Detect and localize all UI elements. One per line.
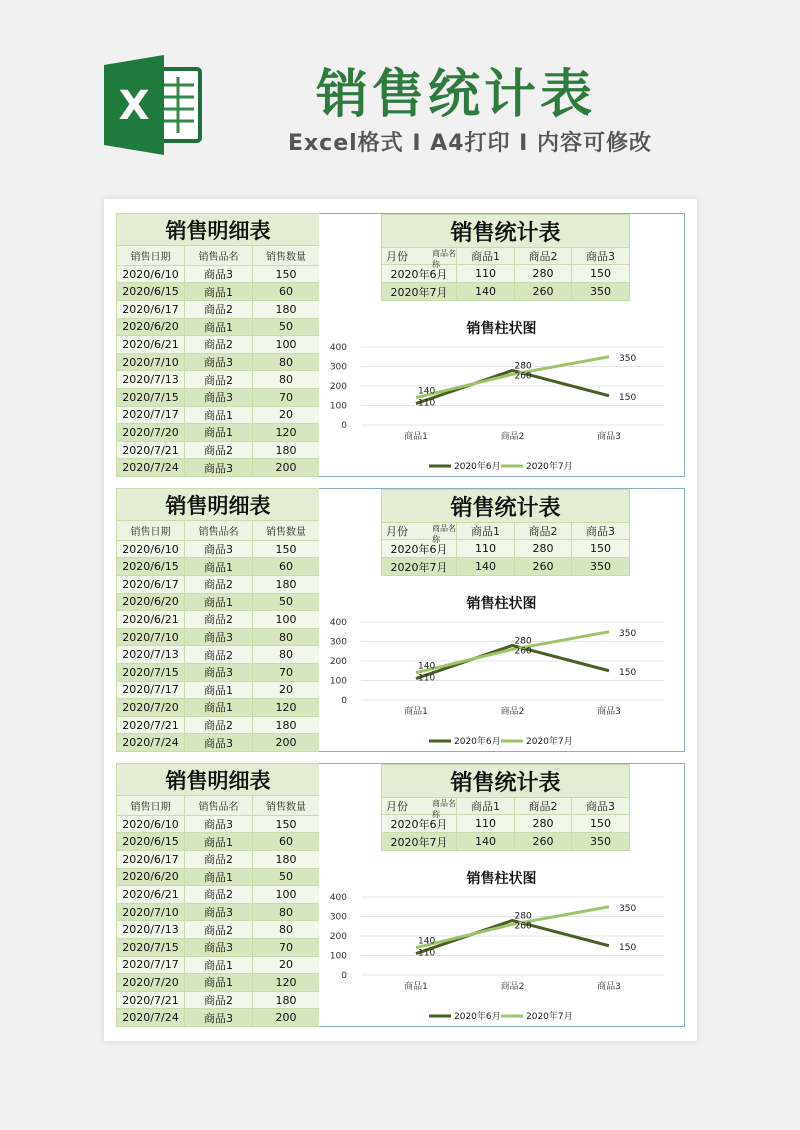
summary-panel [319,488,685,752]
detail-cell-product: 商品1 [185,681,253,699]
detail-cell-date: 2020/7/13 [117,646,185,664]
legend-label: 2020年6月 [454,737,501,747]
detail-cell-qty: 180 [253,300,320,318]
detail-cell-qty: 70 [253,938,320,956]
data-label: 140 [418,661,436,672]
summary-month-cell: 2020年6月 [382,540,457,558]
summary-month-cell: 2020年6月 [382,265,457,283]
summary-header-product3: 商品3 [572,523,630,540]
table-row [117,283,320,301]
detail-cell-qty: 180 [253,850,320,868]
summary-table-title: 销售统计表 [382,215,630,248]
detail-cell-qty: 80 [253,646,320,664]
table-row [117,424,320,442]
sales-summary-table [381,764,630,851]
detail-cell-qty: 70 [253,663,320,681]
detail-cell-product: 商品1 [185,833,253,851]
detail-cell-qty: 100 [253,336,320,354]
data-label: 110 [418,398,436,409]
detail-table-title: 销售明细表 [117,489,320,521]
detail-cell-product: 商品2 [185,611,253,629]
x-tick-label: 商品2 [500,982,525,992]
data-label: 350 [619,628,637,639]
detail-header-date: 销售日期 [117,246,185,266]
detail-cell-qty: 200 [253,1009,320,1027]
detail-cell-date: 2020/6/10 [117,815,185,833]
y-tick-label: 300 [329,362,347,373]
data-label: 260 [514,921,532,932]
detail-header-qty: 销售数量 [253,246,320,266]
table-row [117,868,320,886]
detail-cell-date: 2020/7/17 [117,956,185,974]
data-label: 350 [619,353,637,364]
detail-cell-date: 2020/7/10 [117,903,185,921]
detail-cell-qty: 20 [253,406,320,424]
y-tick-label: 0 [341,696,347,706]
detail-cell-qty: 20 [253,681,320,699]
detail-cell-product: 商品2 [185,886,253,904]
detail-cell-qty: 20 [253,956,320,974]
detail-cell-product: 商品3 [185,903,253,921]
y-tick-label: 0 [341,421,347,431]
detail-cell-product: 商品3 [185,815,253,833]
detail-cell-qty: 70 [253,388,320,406]
table-row [117,991,320,1009]
detail-cell-product: 商品3 [185,663,253,681]
data-label: 150 [619,392,637,403]
detail-cell-date: 2020/6/10 [117,540,185,558]
chart-title: 销售柱状图 [466,321,537,337]
detail-cell-qty: 60 [253,558,320,576]
summary-header-product1: 商品1 [457,248,515,265]
y-tick-label: 200 [329,657,347,667]
page-title: 销售统计表 [315,65,596,125]
detail-cell-date: 2020/6/21 [117,336,185,354]
detail-cell-product: 商品2 [185,716,253,734]
legend-label: 2020年6月 [454,1012,501,1022]
y-tick-label: 300 [329,637,347,648]
detail-cell-product: 商品1 [185,593,253,611]
table-row [117,903,320,921]
summary-value-cell: 140 [457,558,515,576]
summary-corner-cell [382,248,457,269]
y-tick-label: 100 [329,401,347,412]
excel-logo-icon [102,55,204,155]
detail-cell-date: 2020/7/20 [117,699,185,717]
detail-cell-date: 2020/7/20 [117,424,185,442]
page-subtitle: Excel格式 I A4打印 I 内容可修改 [287,131,653,156]
series-line [416,632,609,673]
table-row [117,956,320,974]
table-row [117,815,320,833]
y-tick-label: 400 [329,618,347,628]
table-row [117,265,320,283]
table-row [117,371,320,389]
table-row [117,575,320,593]
table-row [117,734,320,752]
table-row [117,646,320,664]
detail-cell-date: 2020/7/15 [117,938,185,956]
detail-cell-product: 商品2 [185,336,253,354]
detail-cell-qty: 200 [253,459,320,477]
y-tick-label: 400 [329,893,347,903]
summary-header-product3: 商品3 [572,798,630,815]
detail-cell-qty: 150 [253,265,320,283]
corner-product-label: 商品名称 [432,524,456,544]
table-row [117,921,320,939]
detail-cell-date: 2020/6/21 [117,886,185,904]
detail-cell-product: 商品2 [185,575,253,593]
detail-cell-date: 2020/7/21 [117,441,185,459]
detail-cell-qty: 120 [253,699,320,717]
detail-cell-product: 商品1 [185,956,253,974]
table-row [117,300,320,318]
detail-cell-qty: 80 [253,371,320,389]
summary-value-cell: 280 [515,265,572,283]
y-tick-label: 0 [341,971,347,981]
sales-detail-table [116,488,320,752]
detail-cell-product: 商品2 [185,850,253,868]
detail-cell-date: 2020/6/15 [117,833,185,851]
table-row [117,353,320,371]
detail-cell-qty: 80 [253,903,320,921]
detail-cell-date: 2020/6/20 [117,868,185,886]
detail-cell-qty: 180 [253,716,320,734]
detail-cell-qty: 200 [253,734,320,752]
detail-cell-date: 2020/7/24 [117,1009,185,1027]
detail-cell-product: 商品1 [185,318,253,336]
data-label: 350 [619,903,637,914]
detail-cell-date: 2020/7/10 [117,353,185,371]
summary-header-product2: 商品2 [515,798,572,815]
x-tick-label: 商品3 [597,982,621,992]
detail-cell-date: 2020/6/17 [117,300,185,318]
detail-cell-date: 2020/7/17 [117,406,185,424]
detail-cell-date: 2020/7/17 [117,681,185,699]
detail-header-product: 销售品名 [185,521,253,541]
table-row [117,388,320,406]
summary-panel [319,213,685,477]
chart-title: 销售柱状图 [466,871,537,887]
detail-table-title: 销售明细表 [117,764,320,796]
detail-cell-qty: 80 [253,628,320,646]
x-tick-label: 商品2 [500,432,525,442]
y-tick-label: 100 [329,676,347,687]
summary-value-cell: 150 [572,265,630,283]
detail-cell-qty: 120 [253,974,320,992]
table-row [117,886,320,904]
summary-value-cell: 280 [515,815,572,833]
corner-month-label: 月份 [386,800,408,813]
data-label: 280 [514,911,532,922]
detail-cell-date: 2020/6/15 [117,283,185,301]
detail-cell-date: 2020/6/21 [117,611,185,629]
table-row [117,441,320,459]
detail-cell-qty: 80 [253,921,320,939]
detail-cell-qty: 60 [253,283,320,301]
summary-value-cell: 260 [515,833,572,851]
summary-value-cell: 140 [457,833,515,851]
detail-cell-qty: 120 [253,424,320,442]
sales-detail-table [116,213,320,477]
sales-block [116,488,685,752]
document-page [104,199,697,1041]
summary-value-cell: 150 [572,815,630,833]
detail-cell-product: 商品2 [185,371,253,389]
detail-cell-product: 商品1 [185,558,253,576]
table-row [117,540,320,558]
table-row [117,593,320,611]
detail-cell-qty: 180 [253,575,320,593]
table-row [117,1009,320,1027]
detail-cell-qty: 100 [253,886,320,904]
detail-cell-qty: 180 [253,991,320,1009]
detail-header-qty: 销售数量 [253,796,320,816]
sales-line-chart [319,889,684,1026]
data-label: 110 [418,948,436,959]
detail-cell-product: 商品3 [185,265,253,283]
detail-cell-date: 2020/7/13 [117,921,185,939]
detail-cell-product: 商品1 [185,283,253,301]
detail-cell-date: 2020/6/10 [117,265,185,283]
summary-header-product2: 商品2 [515,523,572,540]
summary-value-cell: 350 [572,558,630,576]
x-tick-label: 商品3 [597,707,621,717]
detail-cell-date: 2020/6/15 [117,558,185,576]
sales-detail-table [116,763,320,1027]
data-label: 150 [619,942,637,953]
table-row [117,850,320,868]
legend-label: 2020年7月 [526,1012,573,1022]
y-tick-label: 200 [329,932,347,942]
table-row [117,558,320,576]
summary-header-product1: 商品1 [457,798,515,815]
table-row [117,611,320,629]
y-tick-label: 200 [329,382,347,392]
detail-cell-product: 商品3 [185,628,253,646]
detail-cell-product: 商品3 [185,540,253,558]
detail-cell-qty: 150 [253,815,320,833]
chart-title: 销售柱状图 [466,596,537,612]
detail-cell-qty: 150 [253,540,320,558]
detail-cell-product: 商品2 [185,300,253,318]
summary-value-cell: 110 [457,815,515,833]
summary-header-product1: 商品1 [457,523,515,540]
summary-month-cell: 2020年7月 [382,558,457,576]
series-line [416,357,609,398]
detail-header-product: 销售品名 [185,246,253,266]
detail-cell-date: 2020/6/20 [117,318,185,336]
detail-cell-date: 2020/7/15 [117,663,185,681]
data-label: 260 [514,646,532,657]
detail-cell-date: 2020/7/24 [117,734,185,752]
detail-header-qty: 销售数量 [253,521,320,541]
detail-cell-date: 2020/6/17 [117,575,185,593]
detail-cell-date: 2020/7/21 [117,716,185,734]
detail-cell-date: 2020/7/15 [117,388,185,406]
detail-cell-product: 商品1 [185,406,253,424]
table-row [117,938,320,956]
legend-label: 2020年7月 [526,737,573,747]
sales-summary-table [381,489,630,576]
detail-cell-qty: 100 [253,611,320,629]
summary-month-cell: 2020年7月 [382,283,457,301]
summary-table-title: 销售统计表 [382,765,630,798]
detail-table-title: 销售明细表 [117,214,320,246]
sales-block [116,213,685,477]
corner-product-label: 商品名称 [432,799,456,819]
table-row [117,974,320,992]
table-row [117,699,320,717]
data-label: 140 [418,936,436,947]
table-row [117,459,320,477]
svg-text:X: X [118,83,150,129]
detail-cell-product: 商品1 [185,868,253,886]
x-tick-label: 商品1 [404,707,428,717]
detail-cell-product: 商品1 [185,699,253,717]
summary-value-cell: 150 [572,540,630,558]
data-label: 140 [418,386,436,397]
summary-value-cell: 280 [515,540,572,558]
table-row [117,628,320,646]
detail-header-date: 销售日期 [117,796,185,816]
detail-cell-date: 2020/7/21 [117,991,185,1009]
table-row [117,406,320,424]
detail-cell-qty: 180 [253,441,320,459]
detail-cell-qty: 50 [253,318,320,336]
summary-value-cell: 110 [457,265,515,283]
summary-value-cell: 260 [515,283,572,301]
detail-cell-product: 商品2 [185,441,253,459]
y-tick-label: 300 [329,912,347,923]
detail-cell-product: 商品2 [185,921,253,939]
table-row [117,716,320,734]
detail-cell-date: 2020/6/20 [117,593,185,611]
detail-cell-product: 商品3 [185,388,253,406]
sales-line-chart [319,614,684,751]
x-tick-label: 商品1 [404,982,428,992]
data-label: 260 [514,371,532,382]
detail-cell-date: 2020/6/17 [117,850,185,868]
table-row [117,318,320,336]
detail-cell-product: 商品3 [185,938,253,956]
sales-line-chart [319,339,684,476]
legend-label: 2020年7月 [526,462,573,472]
legend-label: 2020年6月 [454,462,501,472]
detail-cell-date: 2020/7/20 [117,974,185,992]
data-label: 280 [514,361,532,372]
data-label: 150 [619,667,637,678]
table-row [117,833,320,851]
summary-value-cell: 350 [572,833,630,851]
detail-cell-qty: 60 [253,833,320,851]
summary-month-cell: 2020年7月 [382,833,457,851]
summary-corner-cell [382,798,457,819]
summary-month-cell: 2020年6月 [382,815,457,833]
detail-cell-product: 商品1 [185,974,253,992]
detail-cell-date: 2020/7/24 [117,459,185,477]
x-tick-label: 商品1 [404,432,428,442]
detail-cell-date: 2020/7/13 [117,371,185,389]
x-tick-label: 商品3 [597,432,621,442]
sales-summary-table [381,214,630,301]
detail-cell-qty: 80 [253,353,320,371]
corner-month-label: 月份 [386,250,408,263]
data-label: 280 [514,636,532,647]
data-label: 110 [418,673,436,684]
corner-month-label: 月份 [386,525,408,538]
table-row [117,663,320,681]
detail-cell-product: 商品3 [185,1009,253,1027]
y-tick-label: 100 [329,951,347,962]
table-row [117,336,320,354]
summary-header-product2: 商品2 [515,248,572,265]
detail-cell-product: 商品2 [185,646,253,664]
detail-cell-qty: 50 [253,868,320,886]
detail-cell-product: 商品3 [185,734,253,752]
series-line [416,907,609,948]
detail-cell-product: 商品3 [185,353,253,371]
detail-cell-qty: 50 [253,593,320,611]
summary-value-cell: 350 [572,283,630,301]
table-row [117,681,320,699]
summary-value-cell: 140 [457,283,515,301]
summary-table-title: 销售统计表 [382,490,630,523]
summary-header-product3: 商品3 [572,248,630,265]
detail-cell-product: 商品2 [185,991,253,1009]
corner-product-label: 商品名称 [432,249,456,269]
detail-cell-product: 商品1 [185,424,253,442]
sales-block [116,763,685,1027]
y-tick-label: 400 [329,343,347,353]
summary-value-cell: 110 [457,540,515,558]
detail-header-product: 销售品名 [185,796,253,816]
summary-panel [319,763,685,1027]
summary-corner-cell [382,523,457,544]
x-tick-label: 商品2 [500,707,525,717]
summary-value-cell: 260 [515,558,572,576]
detail-header-date: 销售日期 [117,521,185,541]
detail-cell-date: 2020/7/10 [117,628,185,646]
detail-cell-product: 商品3 [185,459,253,477]
